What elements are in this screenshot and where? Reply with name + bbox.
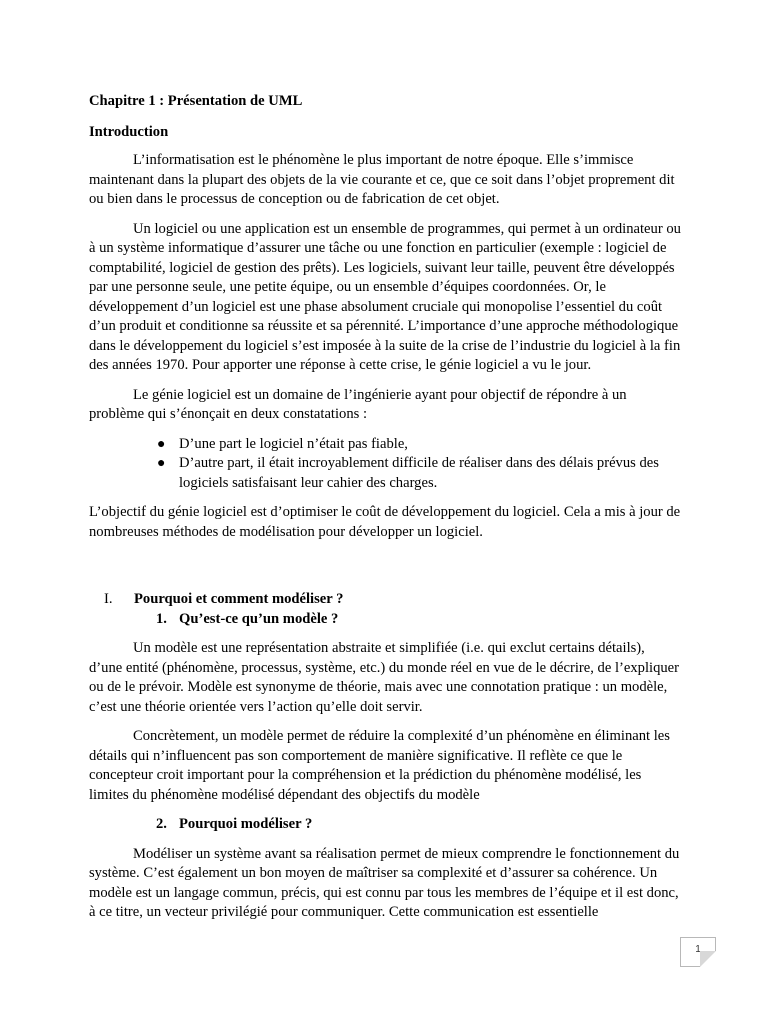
subsection-number: 2. [156,816,167,832]
subsection-heading [89,815,681,835]
intro-heading: Introduction [89,123,169,140]
section-heading [89,590,681,610]
paragraph: Un logiciel ou une application est un ensemble de programmes, qui permet à un ordinateur ou à un système informatique d’assurer une tâche ou une fonction en particulier (exemple : logiciel de comptabilité, logiciel de gestion des prêts). Les logiciels, suivant leur taille, peuvent être développés par une personne seule, une petite équipe, ou un ensemble d’équipes coordonnées. Or, le développement d’un logiciel est une phase absolument cruciale qui monopolise l’essentiel du coût d’un produit et conditionne sa réussite et sa pérennité. L’importance d’une approche méthodologique dans le développement du logiciel s’est imposée à la suite de la crise de l’industrie du logiciel à la fin des années 1970. Pour apporter une réponse à cette crise, le génie logiciel a vu le jour. [89,220,681,373]
bullet-icon: ● [157,456,166,471]
chapter-title: Chapitre 1 : Présentation de UML [89,93,303,109]
section-number: I. [104,591,113,607]
list-item [89,435,681,455]
page-number: 1 [695,944,701,955]
paragraph: Modéliser un système avant sa réalisation permet de mieux comprendre le fonctionnement du système. C’est également un bon moyen de maîtriser sa complexité et d’assurer sa cohérence. Un modèle est un langage commun, précis, qui est connu par tous les membres de l’équipe et il est donc, à ce titre, un vecteur privilégié pour communiquer. Cette communication est essentielle [89,845,680,920]
paragraph: Le génie logiciel est un domaine de l’ingénierie ayant pour objectif de répondre à un problème qui s’énonçait en deux constatations : [89,386,627,422]
bullet-icon: ● [157,436,166,452]
paragraph: Un modèle est une représentation abstraite et simplifiée (i.e. qui exclut certains détails), d’une entité (phénomène, processus, système, etc.) du monde réel en vue de le décrire, de l’expliquer ou de le prévoir. Modèle est synonyme de théorie, mais avec une connotation pratique : un modèle, c’est une théorie orientée vers l’action qu’elle doit servir. [89,640,680,715]
subsection-title: Qu’est-ce qu’un modèle ? [179,610,339,627]
subsection-title: Pourquoi modéliser ? [179,816,313,832]
list-item-text: D’une part le logiciel n’était pas fiable, [179,435,408,452]
list-item-text: D’autre part, il était incroyablement difficile de réaliser dans des délais prévus des logiciels satisfaisant leur cahier des charges. [179,455,659,491]
subsection-number: 1. [156,610,167,627]
subsection-heading [89,610,681,630]
page-fold-icon [700,951,716,967]
bullet-list [89,435,681,494]
document-page [89,85,681,923]
conclusion-paragraph: L’objectif du génie logiciel est d’optimiser le coût de développement du logiciel. Cela a mis à jour de nombreuses méthodes de modélisation pour développer un logiciel. [89,504,681,540]
section-title: Pourquoi et comment modéliser ? [134,591,344,607]
list-item [89,454,681,493]
paragraph: Concrètement, un modèle permet de réduire la complexité d’un phénomène en éliminant les détails qui n’influencent pas son comportement de manière significative. Il reflète ce que le concepteur croit important pour la compréhension et la prédiction du phénomène modélisé, les limites du phénomène modélisé dépendant des objectifs du modèle [89,728,670,803]
paragraph: L’informatisation est le phénomène le plus important de notre époque. Elle s’immisce maintenant dans la plupart des objets de la vie courante et ce, que ce soit dans l’objet proprement dit ou bien dans le processus de conception ou de fabrication de cet objet. [89,152,675,207]
page-number-box [680,937,716,967]
